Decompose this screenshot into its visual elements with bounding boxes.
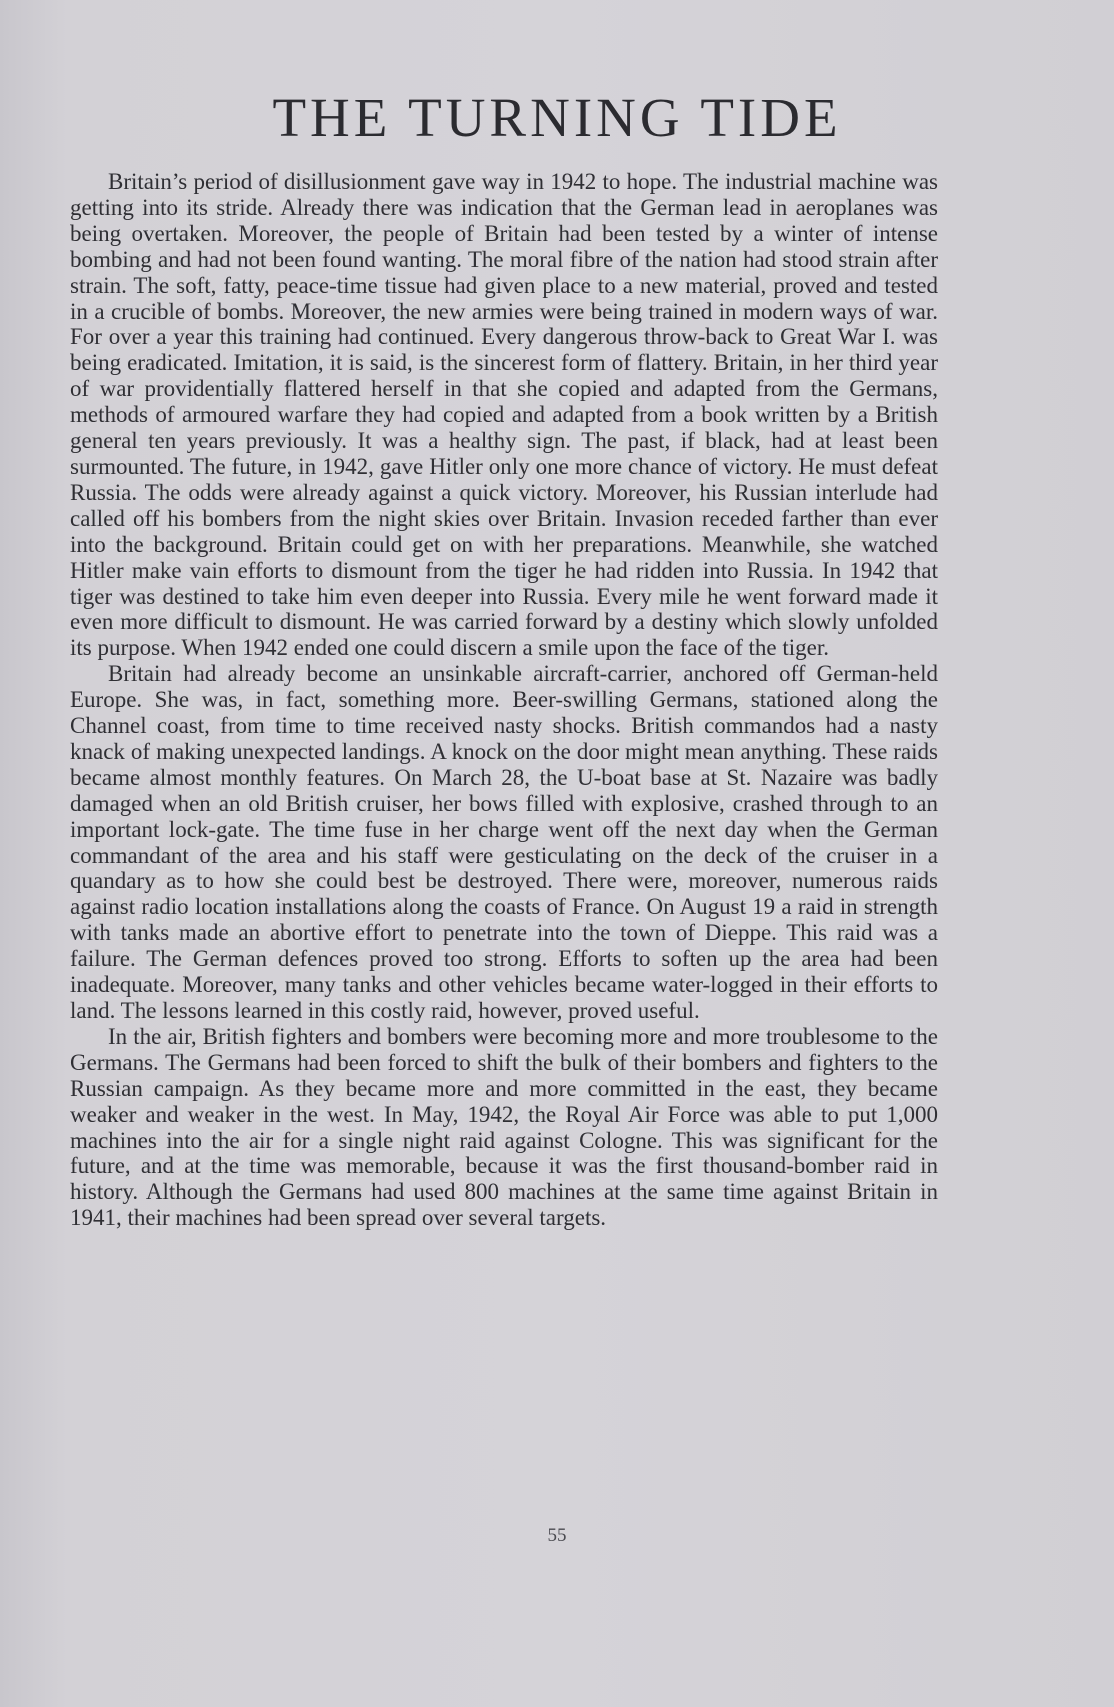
paragraph: Britain had already become an unsinkable aircraft-carrier, anchored off German-held Europe. She was, in fact, something more. Beer-swilling Germans, stationed along the Channel coast, from time to time received nasty shocks. British commandos had a nasty knack of making unexpected landings. A knock on the door might mean anything. These raids became almost monthly features. On March 28, the U-boat base at St. Nazaire was badly damaged when an old British cruiser, her bows filled with explosive, crashed through to an important lock-gate. The time fuse in her charge went off the next day when the German commandant of the area and his staff were gesticulating on the deck of the cruiser in a quandary as to how she could best be destroyed. There were, moreover, numerous raids against radio location installations along the coasts of France. On August 19 a raid in strength with tanks made an abortive effort to penetrate into the town of Dieppe. This raid was a failure. The German defences proved too strong. Efforts to soften up the area had been inadequate. Moreover, many tanks and other vehicles became water-logged in their efforts to land. The lessons learned in this costly raid, however, proved useful. — [70, 661, 938, 1023]
chapter-body — [70, 169, 938, 1231]
page-number: 55 — [547, 1525, 567, 1546]
chapter-title: THE TURNING TIDE — [272, 87, 842, 148]
paragraph: In the air, British fighters and bombers were becoming more and more troublesome to the Germans. The Germans had been forced to shift the bulk of their bombers and fighters to the Russian campaign. As they became more and more committed in the east, they became weaker and weaker in the west. In May, 1942, the Royal Air Force was able to put 1,000 machines into the air for a single night raid against Cologne. This was significant for the future, and at the time was memorable, because it was the first thousand-bomber raid in history. Although the Germans had used 800 machines at the same time against Britain in 1941, their machines had been spread over several targets. — [70, 1023, 938, 1231]
paragraph: Britain’s period of disillusionment gave way in 1942 to hope. The industrial machine was getting into its stride. Already there was indication that the German lead in aeroplanes was being overtaken. Moreover, the people of Britain had been tested by a winter of intense bombing and had not been found wanting. The moral fibre of the nation had stood strain after strain. The soft, fatty, peace-time tissue had given place to a new material, proved and tested in a crucible of bombs. Moreover, the new armies were being trained in modern ways of war. For over a year this training had continued. Every dangerous throw-back to Great War I. was being eradicated. Imitation, it is said, is the sincerest form of flattery. Britain, in her third year of war providentially flattered herself in that she copied and adapted from the Germans, methods of armoured warfare they had copied and adapted from a book written by a British general ten years previously. It was a healthy sign. The past, if black, had at least been surmounted. The future, in 1942, gave Hitler only one more chance of victory. He must defeat Russia. The odds were already against a quick victory. Moreover, his Russian interlude had called off his bombers from the night skies over Britain. Invasion receded farther than ever into the background. Britain could get on with her preparations. Meanwhile, she watched Hitler make vain efforts to dismount from the tiger he had ridden into Russia. In 1942 that tiger was destined to take him even deeper into Russia. Every mile he went forward made it even more difficult to dismount. He was carried forward by a destiny which slowly unfolded its purpose. When 1942 ended one could discern a smile upon the face of the tiger. — [70, 169, 938, 661]
